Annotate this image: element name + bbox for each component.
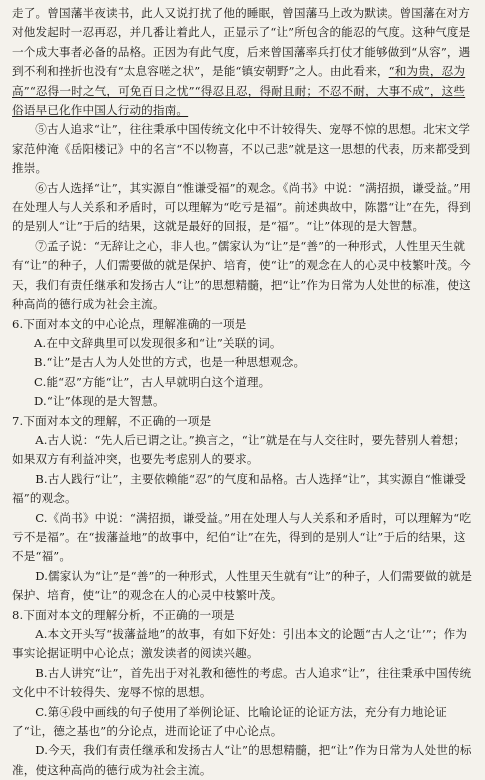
passage-paragraph-4 — [12, 4, 475, 120]
option-d: D.“让”体现的是大智慧。 — [34, 394, 165, 409]
passage-paragraph-7: ⑦孟子说：“无辞让之心，非人也。”儒家认为“让”是“善”的一种形式，人性里天生就有“让”的种子，人们需要做的就是保护、培育，使“让”的观念在人的心灵中枝繁叶茂。今天，我们有责任继承和发扬古人“让”的思想精髓，把“让”作为日常为人处世的标准，使这种高尚的德行成为社会主流。 — [12, 238, 471, 312]
option-c: C.第④段中画线的句子使用了举例论证、比喻论证的论证方法，充分有力地论证了“让，德之基也”的分论点，进而论证了中心论点。 — [12, 704, 447, 739]
question-stem: 6.下面对本文的中心论点，理解准确的一项是 — [12, 316, 247, 331]
option-a: A.在中文辞典里可以发现很多和“让”关联的词。 — [34, 335, 282, 350]
option-a: A.本文开头写“拔藩益地”的故事，有如下好处：引出本文的论题“古人之‘让’”；作为事实论据证明中心论点；激发读者的阅读兴趣。 — [12, 627, 468, 661]
option-b: B.“让”是古人为人处世的方式，也是一种思想观念。 — [34, 355, 306, 370]
option-d: D.儒家认为“让”是“善”的一种形式，人性里天生就有“让”的种子，人们需要做的就是保护、培育，使“让”的观念在人的心灵中枝繁叶茂。 — [12, 568, 473, 603]
option-b: B.古人讲究“让”，首先出于对礼教和德性的考虑。古人追求“让”，往往秉承中国传统文化中不计较得失、宠辱不惊的思想。 — [12, 665, 472, 700]
option-a: A.古人说：“先人后已谓之让。”换言之，“让”就是在与人交往时，要先替别人着想；如果双方有利益冲突，也要先考虑别人的要求。 — [12, 432, 466, 467]
passage-paragraph-6: ⑥古人选择“让”，其实源自“惟谦受福”的观念。《尚书》中说：“满招损，谦受益。”用在处理人与人关系和矛盾时，可以理解为“吃亏是福”。前述典故中，陈嚣“让”在先，得到的是别人“让”于后的结果，这就是最好的回报，是“福”。“让”体现的是大智慧。 — [12, 180, 472, 234]
underlined-sentence: “和为贵，忍为高”“忍得一时之气，可免百日之忧”“得忍且忍，得耐且耐；不忍不耐，大事不成”，这些俗语早已化作中国人行动的指南。 — [12, 64, 466, 118]
passage-text: 走了。曾国藩半夜读书，此人又说打扰了他的睡眠，曾国藩马上改为默读。曾国藩在对方对他发起时一忍再忍，并几番让着此人，正显示了“让”所包含的能忍的气度。这种气度是一个成大事者必备的品格。正因为有此气度，后来曾国藩率兵打仗才能够做到“从容”，遇到不利和挫折也没有“太息容嗟之状”，是能“镇安朝野”之人。由此看来， — [12, 6, 471, 79]
question-stem: 7.下面对本文的理解，不正确的一项是 — [12, 413, 212, 428]
option-c: C.《尚书》中说：“满招损，谦受益。”用在处理人与人关系和矛盾时，可以理解为“吃亏不是福”。在“拔藩益地”的故事中，纪伯“让”在先，得到的是别人“让”于后的结果，这不是“福”。 — [12, 510, 472, 564]
option-d: D.今天，我们有责任继承和发扬古人“让”的思想精髓，把“让”作为日常为人处世的标准，使这种高尚的德行成为社会主流。 — [12, 743, 472, 777]
option-b: B.古人践行“让”，主要依赖能“忍”的气度和品格。古人选择“让”，其实源自“惟谦受福”的观念。 — [12, 471, 467, 506]
question-6 — [12, 315, 475, 412]
passage-paragraph-5: ⑤古人追求“让”，往往秉承中国传统文化中不计较得失、宠辱不惊的思想。北宋文学家范仲淹《岳阳楼记》中的名言“不以物喜，不以己悲”就是这一思想的代表，历来都受到推崇。 — [12, 122, 471, 176]
question-8 — [12, 606, 475, 780]
question-stem: 8.下面对本文的理解分析，不正确的一项是 — [12, 607, 235, 622]
option-c: C.能“忍”方能“让”，古人早就明白这个道理。 — [34, 374, 271, 389]
question-7 — [12, 412, 475, 606]
